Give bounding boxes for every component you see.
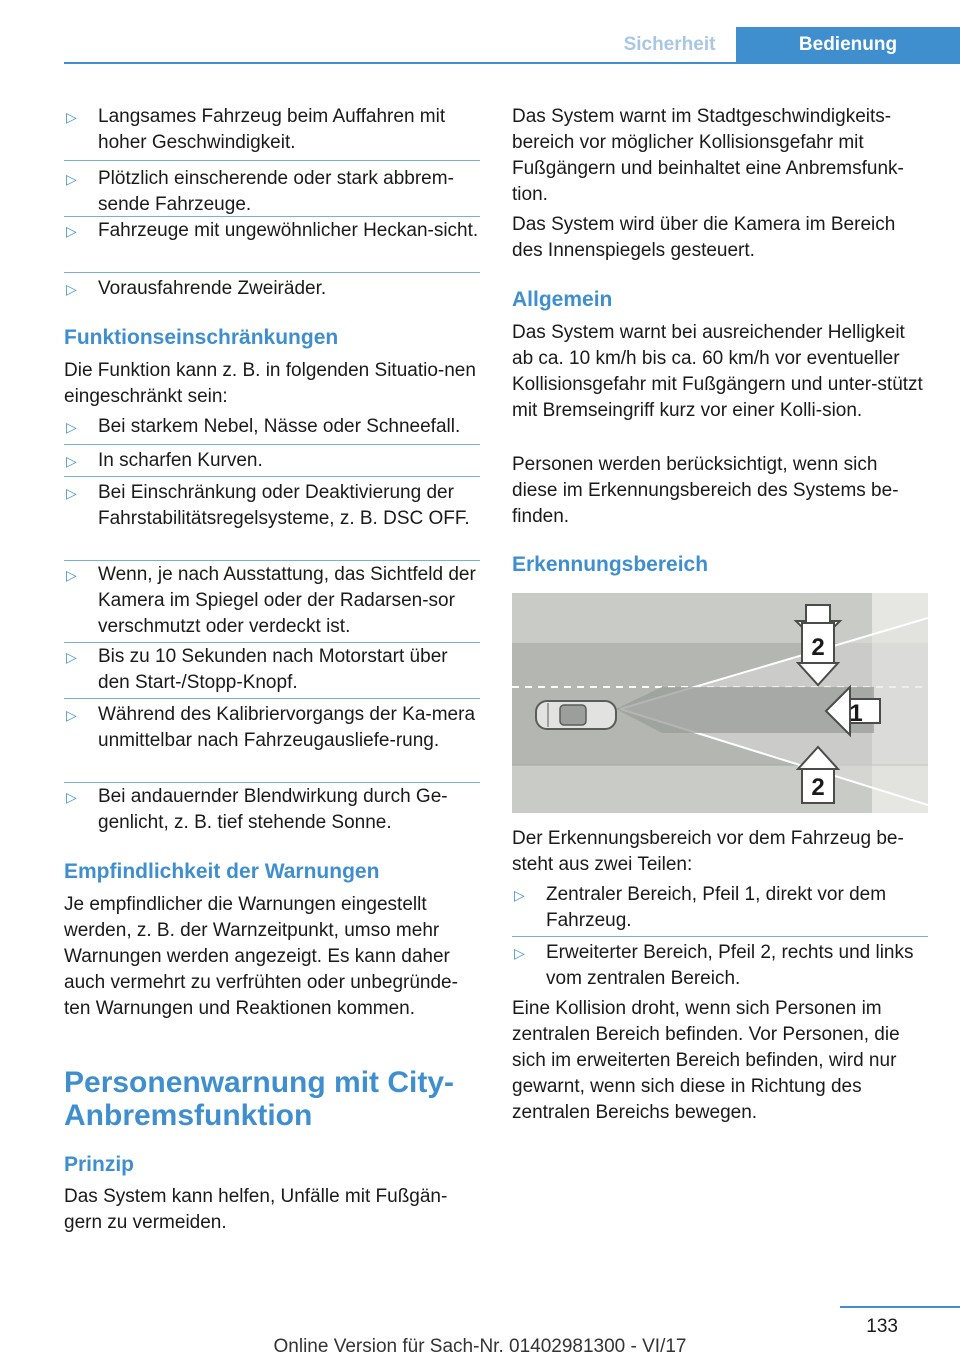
list-separator	[64, 160, 480, 161]
list-separator	[512, 936, 928, 937]
list-separator	[64, 216, 480, 217]
page-number: 133	[866, 1316, 898, 1337]
online-version-footer: Online Version für Sach-Nr. 01402981300 - VI/17	[273, 1336, 687, 1357]
list-separator	[64, 272, 480, 273]
general-paragraph-1: Das System warnt bei ausreichender Helligkeit ab ca. 10 km/h bis ca. 60 km/h vor eventueller Kollisionsgefahr mit Fußgängern und unter‐stützt mit Bremseingriff kurz vor einer Kolli‐sion.	[512, 322, 923, 421]
bullet-triangle-icon: ▷	[66, 453, 77, 469]
bullet-triangle-icon: ▷	[514, 887, 525, 903]
section-heading-limits: Funktionseinschränkungen	[64, 326, 339, 349]
bullet-triangle-icon: ▷	[66, 109, 77, 125]
intro-paragraph-2: Das System wird über die Kamera im Bereich des Innenspiegels gesteuert.	[512, 214, 896, 261]
list-separator	[64, 476, 480, 477]
bullet-triangle-icon: ▷	[66, 789, 77, 805]
list-separator	[64, 642, 480, 643]
intro-paragraph-1: Das System warnt im Stadtgeschwindigkeits‐bereich vor möglicher Kollisionsgefahr mit Fußgängern und beinhaltet eine Anbremsfunk‐tion.	[512, 106, 904, 205]
bullet-triangle-icon: ▷	[66, 281, 77, 297]
chapter-title: Personenwarnung mit City-Anbremsfunktion	[64, 1066, 455, 1132]
range-intro: Der Erkennungsbereich vor dem Fahrzeug be‐steht aus zwei Teilen:	[512, 828, 904, 875]
tab-bedienung[interactable]: Bedienung	[736, 27, 960, 62]
arrow-2-top-label: 2	[811, 634, 825, 661]
section-heading-principle: Prinzip	[64, 1153, 135, 1176]
range-text: Eine Kollision droht, wenn sich Personen im zentralen Bereich befinden. Vor Personen, die sich im erweiterten Bereich befinden, wird nur gewarnt, wenn sich diese in Richtung des zentralen Bereichs bewegen.	[512, 998, 900, 1123]
page-number-rule	[840, 1306, 960, 1308]
list-separator	[64, 560, 480, 561]
arrow-1-label: 1	[849, 700, 863, 727]
sensitivity-text: Je empfindlicher die Warnungen eingestellt werden, z. B. der Warnzeitpunkt, umso mehr Warnungen werden angezeigt. Es kann daher auch vermehrt zu verfrühten oder unbegründe‐ten Warnungen und Reaktionen kommen.	[64, 894, 458, 1019]
general-paragraph-2: Personen werden berücksichtigt, wenn sich diese im Erkennungsbereich des Systems be‐finden.	[512, 454, 899, 527]
arrow-2-bottom-label: 2	[811, 774, 825, 801]
bullet-triangle-icon: ▷	[66, 707, 77, 723]
tab-sicherheit[interactable]: Sicherheit	[623, 34, 716, 55]
section-heading-sensitivity: Empfindlichkeit der Warnungen	[64, 860, 380, 883]
car-icon	[536, 701, 616, 729]
header-rule	[64, 62, 960, 64]
bullet-triangle-icon: ▷	[514, 945, 525, 961]
list-separator	[64, 698, 480, 699]
bullet-triangle-icon: ▷	[66, 567, 77, 583]
principle-text: Das System kann helfen, Unfälle mit Fußgän‐gern zu vermeiden.	[64, 1186, 448, 1233]
list-separator	[64, 782, 480, 783]
bullet-triangle-icon: ▷	[66, 419, 77, 435]
section-heading-range: Erkennungsbereich	[512, 553, 709, 576]
bullet-triangle-icon: ▷	[66, 223, 77, 239]
limits-intro: Die Funktion kann z. B. in folgenden Situatio‐nen eingeschränkt sein:	[64, 360, 476, 407]
list-separator	[64, 444, 480, 445]
detection-range-figure	[512, 593, 928, 813]
bullet-triangle-icon: ▷	[66, 171, 77, 187]
section-heading-general: Allgemein	[512, 288, 613, 311]
bullet-triangle-icon: ▷	[66, 649, 77, 665]
bullet-triangle-icon: ▷	[66, 485, 77, 501]
